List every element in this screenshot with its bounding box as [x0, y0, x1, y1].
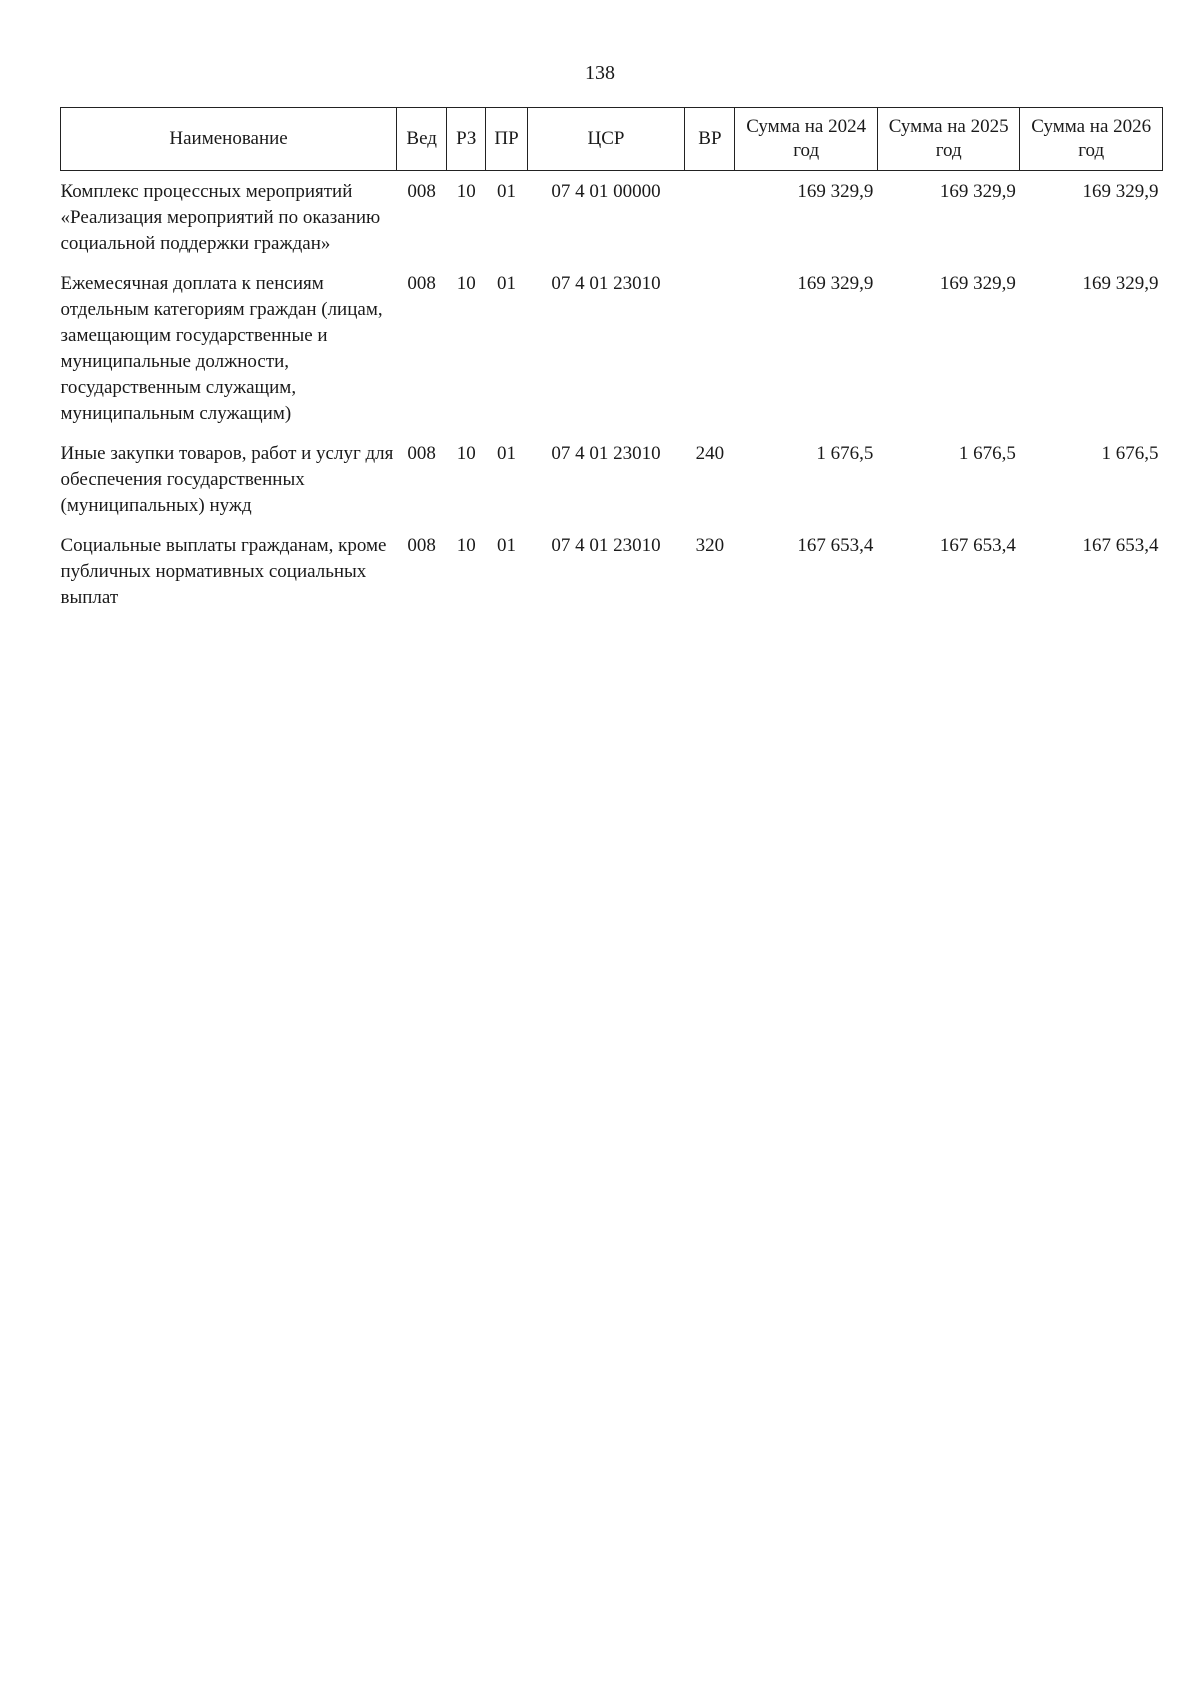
- row-csr: 07 4 01 23010: [551, 273, 661, 294]
- row-csr: 07 4 01 23010: [551, 535, 661, 556]
- row-sum-2026: 1 676,5: [1101, 443, 1159, 464]
- row-sum-2025: 169 329,9: [939, 273, 1016, 294]
- row-rz: 10: [456, 181, 476, 202]
- row-ved: 008: [407, 535, 436, 556]
- row-vr: 320: [695, 535, 725, 556]
- row-sum-2025: 169 329,9: [939, 181, 1016, 202]
- header-name: Наименование: [61, 108, 397, 171]
- row-pr: 01: [496, 181, 516, 202]
- row-sum-2026: 167 653,4: [1082, 535, 1159, 556]
- row-sum-2026: 169 329,9: [1082, 273, 1159, 294]
- page-number: 138: [585, 62, 615, 84]
- row-name: Комплекс процессных мероприятий «Реализация мероприятий по оказанию социальной поддержки граждан»: [60, 181, 381, 254]
- row-sum-2025: 1 676,5: [958, 443, 1016, 464]
- table-row: [61, 433, 1163, 525]
- row-vr: 240: [695, 443, 725, 464]
- row-vr: [685, 171, 735, 264]
- header-sum-2026: Сумма на 2026 год: [1020, 108, 1163, 171]
- row-sum-2024: 1 676,5: [816, 443, 874, 464]
- row-ved: 008: [407, 443, 436, 464]
- header-pr: ПР: [486, 108, 527, 171]
- row-rz: 10: [456, 273, 476, 294]
- row-sum-2024: 167 653,4: [797, 535, 874, 556]
- row-ved: 008: [407, 273, 436, 294]
- row-csr: 07 4 01 23010: [551, 443, 661, 464]
- budget-table: [60, 107, 1163, 617]
- row-pr: 01: [496, 443, 516, 464]
- header-vr: ВР: [685, 108, 735, 171]
- header-rz: РЗ: [447, 108, 486, 171]
- row-sum-2026: 169 329,9: [1082, 181, 1159, 202]
- row-pr: 01: [496, 535, 516, 556]
- header-sum-2025: Сумма на 2025 год: [877, 108, 1020, 171]
- row-sum-2024: 169 329,9: [797, 181, 874, 202]
- table-header-row: [61, 108, 1163, 171]
- row-name: Социальные выплаты гражданам, кроме публичных нормативных социальных выплат: [60, 535, 387, 608]
- row-csr: 07 4 01 00000: [551, 181, 661, 202]
- row-rz: 10: [456, 535, 476, 556]
- row-sum-2024: 169 329,9: [797, 273, 874, 294]
- row-vr: [685, 263, 735, 433]
- row-name: Иные закупки товаров, работ и услуг для обеспечения государственных (муниципальных) нужд: [60, 443, 394, 516]
- row-rz: 10: [456, 443, 476, 464]
- header-sum-2024: Сумма на 2024 год: [735, 108, 878, 171]
- table-row: [61, 171, 1163, 264]
- row-sum-2025: 167 653,4: [939, 535, 1016, 556]
- header-csr: ЦСР: [527, 108, 685, 171]
- row-pr: 01: [496, 273, 516, 294]
- row-ved: 008: [407, 181, 436, 202]
- table-row: [61, 263, 1163, 433]
- row-name: Ежемесячная доплата к пенсиям отдельным категориям граждан (лицам, замещающим государственные и муниципальные должности, государственным служащим, муниципальным служащим): [60, 273, 383, 424]
- table-row: [61, 525, 1163, 617]
- header-ved: Вед: [397, 108, 447, 171]
